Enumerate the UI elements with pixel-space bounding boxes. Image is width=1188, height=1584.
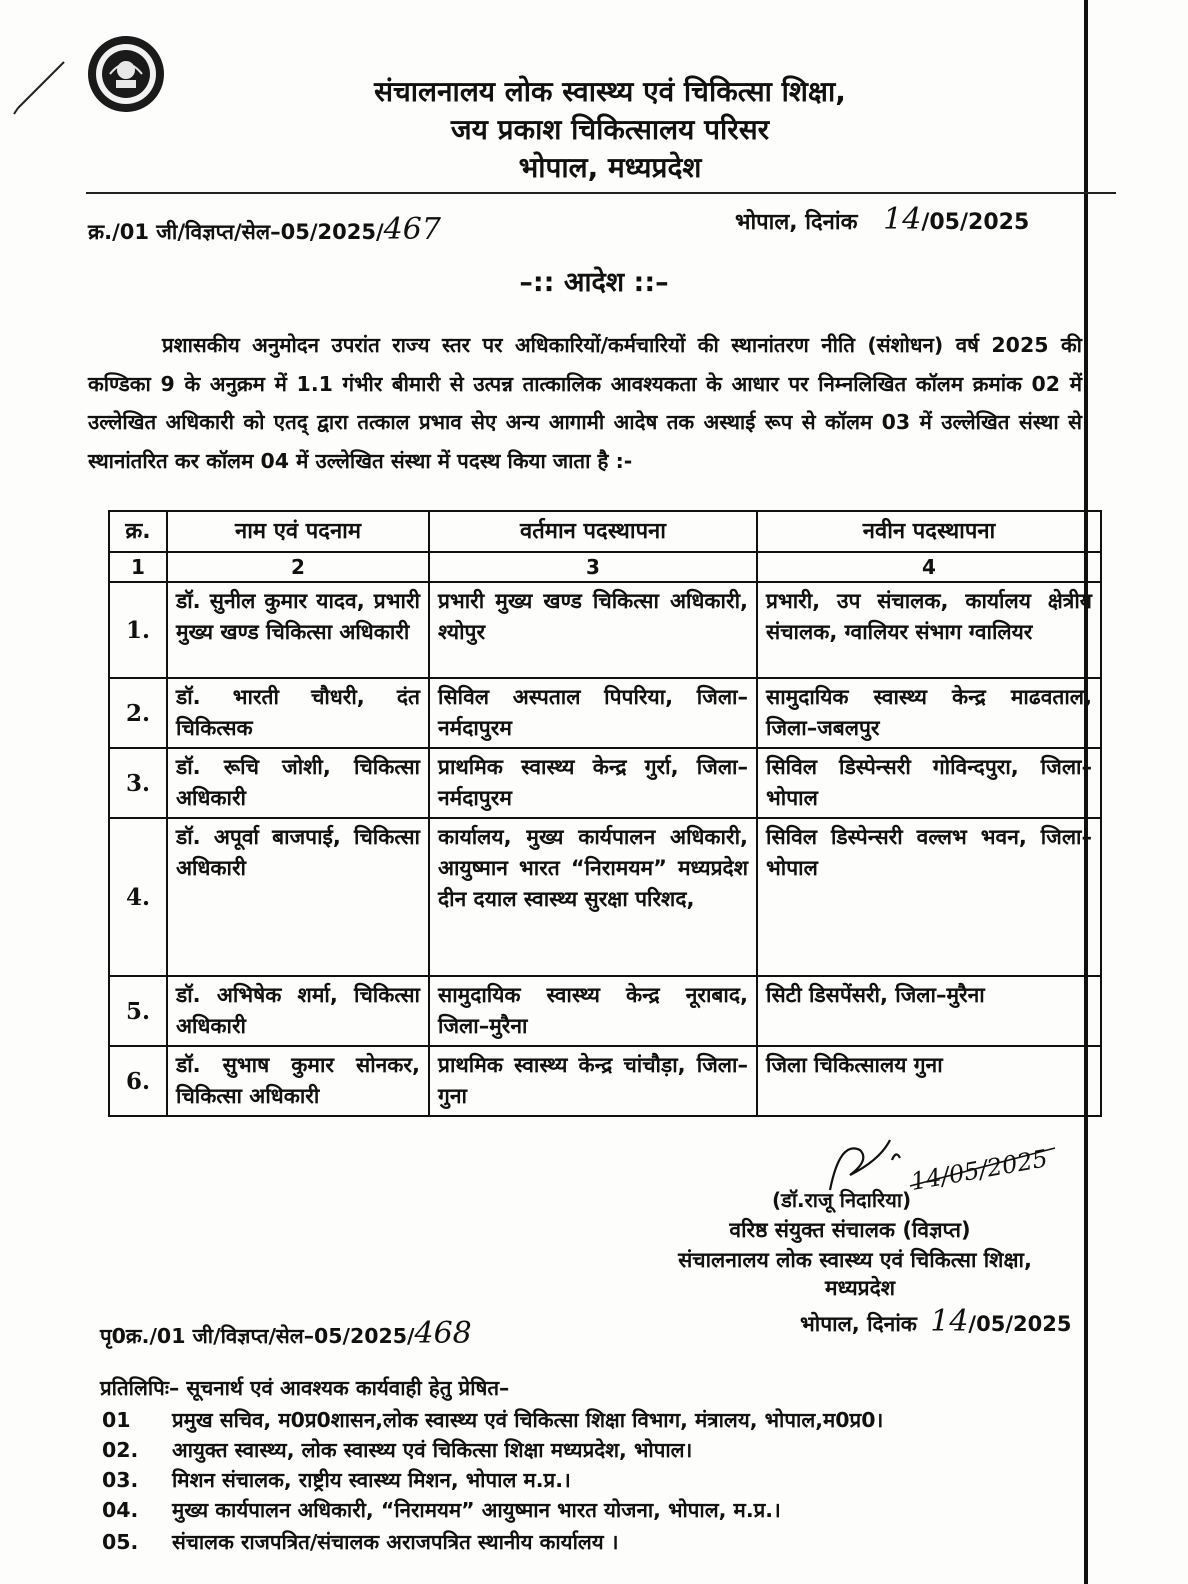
header-line-1: संचालनालय लोक स्वास्थ्य एवं चिकित्सा शिक्षा, — [374, 75, 846, 108]
row-serial: 5. — [109, 976, 167, 1046]
list-item-number: 05. — [102, 1530, 139, 1554]
row-name: डॉ. सुनील कुमार यादव, प्रभारी मुख्य खण्ड चिकित्सा अधिकारी — [167, 582, 429, 678]
row-new-posting: सिटी डिसपेंसरी, जिला–मुरैना — [757, 976, 1101, 1046]
row-name: डॉ. रूचि जोशी, चिकित्सा अधिकारी — [167, 748, 429, 818]
row-current-posting: प्रभारी मुख्य खण्ड चिकित्सा अधिकारी, श्योपुर — [429, 582, 757, 678]
order-paragraph — [88, 326, 1082, 480]
signature-date: 14/05/2025 — [908, 1144, 1050, 1196]
list-item-number: 01 — [102, 1408, 131, 1432]
header-line-3: भोपाल, मध्यप्रदेश — [518, 151, 702, 184]
signatory-office: संचालनालय लोक स्वास्थ्य एवं चिकित्सा शिक्षा, — [678, 1248, 1032, 1272]
header-new-posting: नवीन पदस्थापना — [757, 511, 1101, 552]
endorsement-date-month-year: /05/2025 — [968, 1312, 1072, 1336]
row-serial: 3. — [109, 748, 167, 818]
row-name: डॉ. सुभाष कुमार सोनकर, चिकित्सा अधिकारी — [167, 1046, 429, 1116]
order-paragraph-text: प्रशासकीय अनुमोदन उपरांत राज्य स्तर पर अधिकारियों/कर्मचारियों की स्थानांतरण नीति (संशोधन) वर्ष 2025 की कण्डिका 9 के अनुक्रम में 1.1 गंभीर बीमारी से उत्पन्न तात्कालिक आवश्यकता के आधार पर निम्नलिखित कॉलम क्रमांक 02 में उल्लेखित अधिकारी को एतद् द्वारा तत्काल प्रभाव सेए अन्य आगामी आदेष तक अस्थाई रूप से कॉलम 03 में उल्लेखित संस्था से स्थानांतरित कर कॉलम 04 में उल्लेखित संस्था में पदस्थ किया जाता है :- — [88, 333, 1082, 473]
header-divider — [86, 192, 1116, 194]
transfer-table — [108, 510, 1102, 1117]
endorsement-date — [800, 1304, 1071, 1339]
row-serial: 4. — [109, 818, 167, 976]
order-date — [735, 202, 1029, 237]
row-new-posting: जिला चिकित्सालय गुना — [757, 1046, 1101, 1116]
table-row — [109, 582, 1101, 678]
row-new-posting: प्रभारी, उप संचालक, कार्यालय क्षेत्रीय संचालक, ग्वालियर संभाग ग्वालियर — [757, 582, 1101, 678]
row-new-posting: सिविल डिस्पेन्सरी गोविन्दपुरा, जिला–भोपाल — [757, 748, 1101, 818]
signatory-name: (डॉ.राजू निदारिया) — [772, 1188, 912, 1212]
list-item — [102, 1406, 883, 1434]
list-item — [102, 1466, 571, 1494]
row-new-posting: सामुदायिक स्वास्थ्य केन्द्र माढवताल, जिला–जबलपुर — [757, 678, 1101, 748]
row-current-posting: प्राथमिक स्वास्थ्य केन्द्र गुर्रा, जिला–नर्मदापुरम — [429, 748, 757, 818]
header-serial: क्र. — [109, 511, 167, 552]
list-item — [102, 1436, 692, 1464]
endorsement-date-day: 14 — [930, 1304, 969, 1339]
endorsement-number — [100, 1316, 472, 1351]
row-current-posting: कार्यालय, मुख्य कार्यपालन अधिकारी, आयुष्मान भारत “निरामयम” मध्यप्रदेश दीन दयाल स्वास्थ्य सुरक्षा परिशद, — [429, 818, 757, 976]
endorsement-handwritten-number: 468 — [414, 1316, 472, 1351]
row-name: डॉ. अभिषेक शर्मा, चिकित्सा अधिकारी — [167, 976, 429, 1046]
column-number: 4 — [757, 552, 1101, 582]
list-item — [102, 1528, 619, 1556]
table-header-row — [109, 511, 1101, 552]
row-serial: 6. — [109, 1046, 167, 1116]
row-current-posting: सिविल अस्पताल पिपरिया, जिला–नर्मदापुरम — [429, 678, 757, 748]
header-current-posting: वर्तमान पदस्थापना — [429, 511, 757, 552]
signatory-state: मध्यप्रदेश — [824, 1276, 895, 1300]
row-new-posting: सिविल डिस्पेन्सरी वल्लभ भवन, जिला–भोपाल — [757, 818, 1101, 976]
check-mark-icon — [10, 60, 70, 120]
header-line-2: जय प्रकाश चिकित्सालय परिसर — [450, 113, 770, 146]
copy-to-heading: प्रतिलिपिः– सूचनार्थ एवं आवश्यक कार्यवाही हेतु प्रेषित– — [100, 1376, 510, 1400]
header-name: नाम एवं पदनाम — [167, 511, 429, 552]
list-item-text: आयुक्त स्वास्थ्य, लोक स्वास्थ्य एवं चिकित्सा शिक्षा मध्यप्रदेश, भोपाल। — [172, 1438, 693, 1462]
row-current-posting: प्राथमिक स्वास्थ्य केन्द्र चांचौड़ा, जिला–गुना — [429, 1046, 757, 1116]
list-item-number: 04. — [102, 1498, 139, 1522]
list-item-text: मिशन संचालक, राष्ट्रीय स्वास्थ्य मिशन, भोपाल म.प्र.। — [172, 1468, 571, 1492]
order-title: –:: आदेश ::– — [519, 267, 669, 298]
column-number-row — [109, 552, 1101, 582]
column-number: 1 — [109, 552, 167, 582]
column-number: 2 — [167, 552, 429, 582]
table-row — [109, 818, 1101, 976]
date-label: भोपाल, दिनांक — [735, 210, 858, 235]
reference-handwritten-number: 467 — [383, 212, 441, 247]
row-name: डॉ. भारती चौधरी, दंत चिकित्सक — [167, 678, 429, 748]
list-item — [102, 1496, 781, 1524]
column-number: 3 — [429, 552, 757, 582]
list-item-text: प्रमुख सचिव, म0प्र0शासन,लोक स्वास्थ्य एवं चिकित्सा शिक्षा विभाग, मंत्रालय, भोपाल,म0प्र0। — [172, 1408, 884, 1432]
government-emblem-logo — [86, 34, 166, 114]
reference-number-text: क्र./01 जी/विज्ञप्त/सेल–05/2025/ — [88, 220, 384, 244]
date-day-handwritten: 14 — [883, 202, 922, 237]
endorsement-number-text: पृ0क्र./01 जी/विज्ञप्त/सेल–05/2025/ — [100, 1324, 415, 1348]
list-item-number: 03. — [102, 1468, 139, 1492]
row-name: डॉ. अपूर्वा बाजपाई, चिकित्सा अधिकारी — [167, 818, 429, 976]
list-item-text: संचालक राजपत्रित/संचालक अराजपत्रित स्थानीय कार्यालय । — [172, 1530, 619, 1554]
list-item-text: मुख्य कार्यपालन अधिकारी, “निरामयम” आयुष्मान भारत योजना, भोपाल, म.प्र.। — [172, 1498, 781, 1522]
row-serial: 2. — [109, 678, 167, 748]
signatory-designation: वरिष्ठ संयुक्त संचालक (विज्ञप्त) — [729, 1218, 971, 1242]
table-row — [109, 1046, 1101, 1116]
table-row — [109, 748, 1101, 818]
date-month-year: /05/2025 — [921, 210, 1030, 235]
endorsement-date-label: भोपाल, दिनांक — [800, 1312, 917, 1336]
row-current-posting: सामुदायिक स्वास्थ्य केन्द्र नूराबाद, जिला–मुरैना — [429, 976, 757, 1046]
reference-number — [88, 212, 441, 247]
table-row — [109, 678, 1101, 748]
list-item-number: 02. — [102, 1438, 139, 1462]
table-row — [109, 976, 1101, 1046]
row-serial: 1. — [109, 582, 167, 678]
